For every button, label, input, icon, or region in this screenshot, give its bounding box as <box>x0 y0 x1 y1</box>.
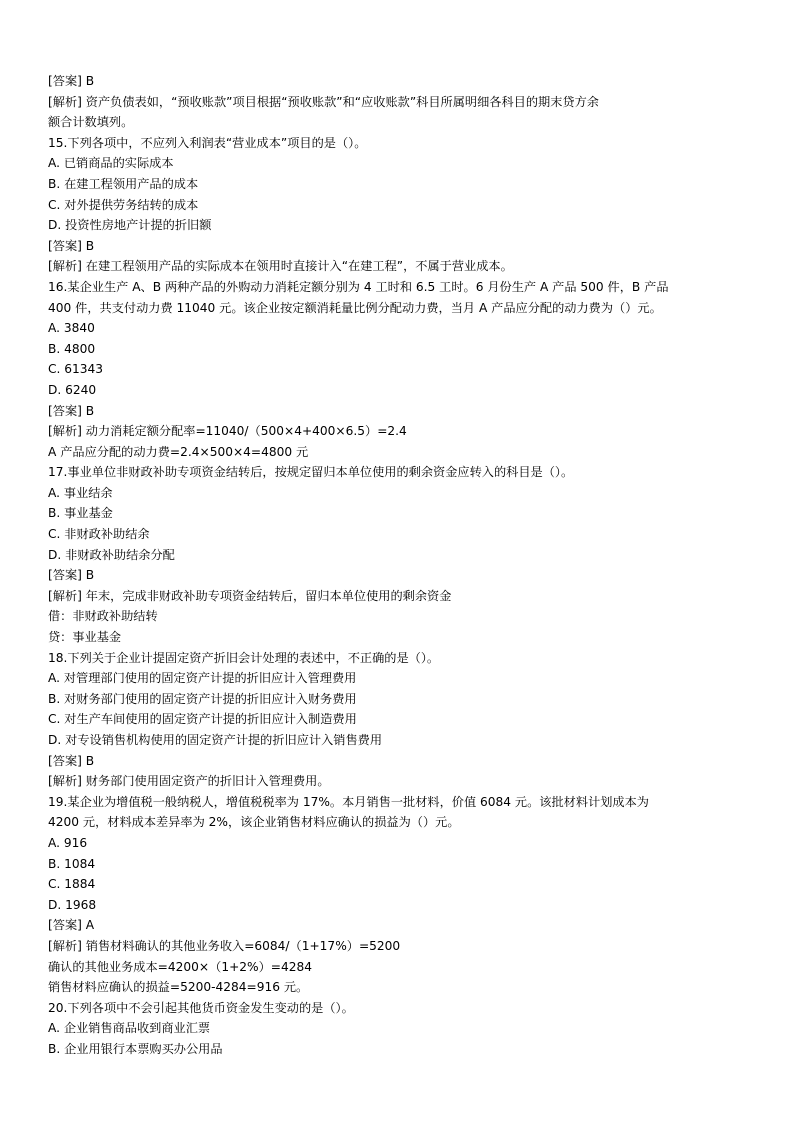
text-line: D. 投资性房地产计提的折旧额 <box>48 218 212 233</box>
text-line: 20.下列各项中不会引起其他货币资金发生变动的是（）。 <box>48 1000 354 1015</box>
text-line: [解析] 财务部门使用固定资产的折旧计入管理费用。 <box>48 774 330 789</box>
text-line: [解析] 销售材料确认的其他业务收入=6084/（1+17%）=5200 <box>48 938 401 953</box>
text-line: B. 1084 <box>48 856 96 871</box>
text-line: A. 916 <box>48 835 88 850</box>
text-line: D. 6240 <box>48 382 97 397</box>
text-line: A. 对管理部门使用的固定资产计提的折旧应计入管理费用 <box>48 671 357 686</box>
text-line: [解析] 资产负债表如，“预收账款”项目根据“预收账款”和“应收账款”科目所属明细各科目的期末贷方余 <box>48 94 599 109</box>
document-content <box>48 71 748 1060</box>
text-line: B. 对财务部门使用的固定资产计提的折旧应计入财务费用 <box>48 691 357 706</box>
text-line: C. 1884 <box>48 877 96 892</box>
text-line: A. 3840 <box>48 321 95 336</box>
text-line: 额合计数填列。 <box>48 115 134 130</box>
text-line: C. 61343 <box>48 362 104 377</box>
text-line: 15.下列各项中，不应列入利润表“营业成本”项目的是（）。 <box>48 135 367 150</box>
text-line: B. 在建工程领用产品的成本 <box>48 176 199 191</box>
text-line: A. 已销商品的实际成本 <box>48 156 174 171</box>
text-line: 19.某企业为增值税一般纳税人，增值税税率为 17%。本月销售一批材料，价值 6084 元。该批材料计划成本为 <box>48 794 649 809</box>
text-line: B. 企业用银行本票购买办公用品 <box>48 1041 223 1056</box>
text-line: [答案] A <box>48 918 95 933</box>
text-line: B. 4800 <box>48 341 96 356</box>
text-line: [答案] B <box>48 753 95 768</box>
text-line: 18.下列关于企业计提固定资产折旧会计处理的表述中，不正确的是（）。 <box>48 650 440 665</box>
text-line: [解析] 在建工程领用产品的实际成本在领用时直接计入“在建工程”，不属于营业成本。 <box>48 259 513 274</box>
text-line: 确认的其他业务成本=4200×（1+2%）=4284 <box>48 959 313 974</box>
text-line: C. 对生产车间使用的固定资产计提的折旧应计入制造费用 <box>48 712 357 727</box>
text-line: D. 对专设销售机构使用的固定资产计提的折旧应计入销售费用 <box>48 733 383 747</box>
text-line: D. 非财政补助结余分配 <box>48 547 175 562</box>
text-line: [解析] 动力消耗定额分配率=11040/（500×4+400×6.5）=2.4 <box>48 424 407 439</box>
text-line: 贷：事业基金 <box>48 630 122 645</box>
text-line: B. 事业基金 <box>48 506 113 521</box>
text-line: 借：非财政补助结转 <box>48 609 158 624</box>
text-line: [答案] B <box>48 568 95 583</box>
text-line: 销售材料应确认的损益=5200-4284=916 元。 <box>48 980 309 995</box>
text-line: D. 1968 <box>48 897 97 912</box>
text-line: [答案] B <box>48 403 95 418</box>
text-line: C. 对外提供劳务结转的成本 <box>48 197 199 212</box>
text-line: [答案] B <box>48 238 95 253</box>
text-line: A. 企业销售商品收到商业汇票 <box>48 1021 211 1036</box>
text-line: A. 事业结余 <box>48 485 113 500</box>
text-line: 4200 元，材料成本差异率为 2%，该企业销售材料应确认的损益为（）元。 <box>48 815 460 830</box>
text-line: [解析] 年末，完成非财政补助专项资金结转后，留归本单位使用的剩余资金 <box>48 588 452 603</box>
text-line: 16.某企业生产 A、B 两种产品的外购动力消耗定额分别为 4 工时和 6.5 工时。6 月份生产 A 产品 500 件，B 产品 <box>48 279 669 294</box>
text-line: 17.事业单位非财政补助专项资金结转后，按规定留归本单位使用的剩余资金应转入的科目是（）。 <box>48 465 574 480</box>
text-line: 400 件，共支付动力费 11040 元。该企业按定额消耗量比例分配动力费，当月 A 产品应分配的动力费为（）元。 <box>48 300 662 315</box>
text-line: [答案] B <box>48 74 95 88</box>
text-line: A 产品应分配的动力费=2.4×500×4=4800 元 <box>48 444 309 459</box>
text-line: C. 非财政补助结余 <box>48 527 150 542</box>
